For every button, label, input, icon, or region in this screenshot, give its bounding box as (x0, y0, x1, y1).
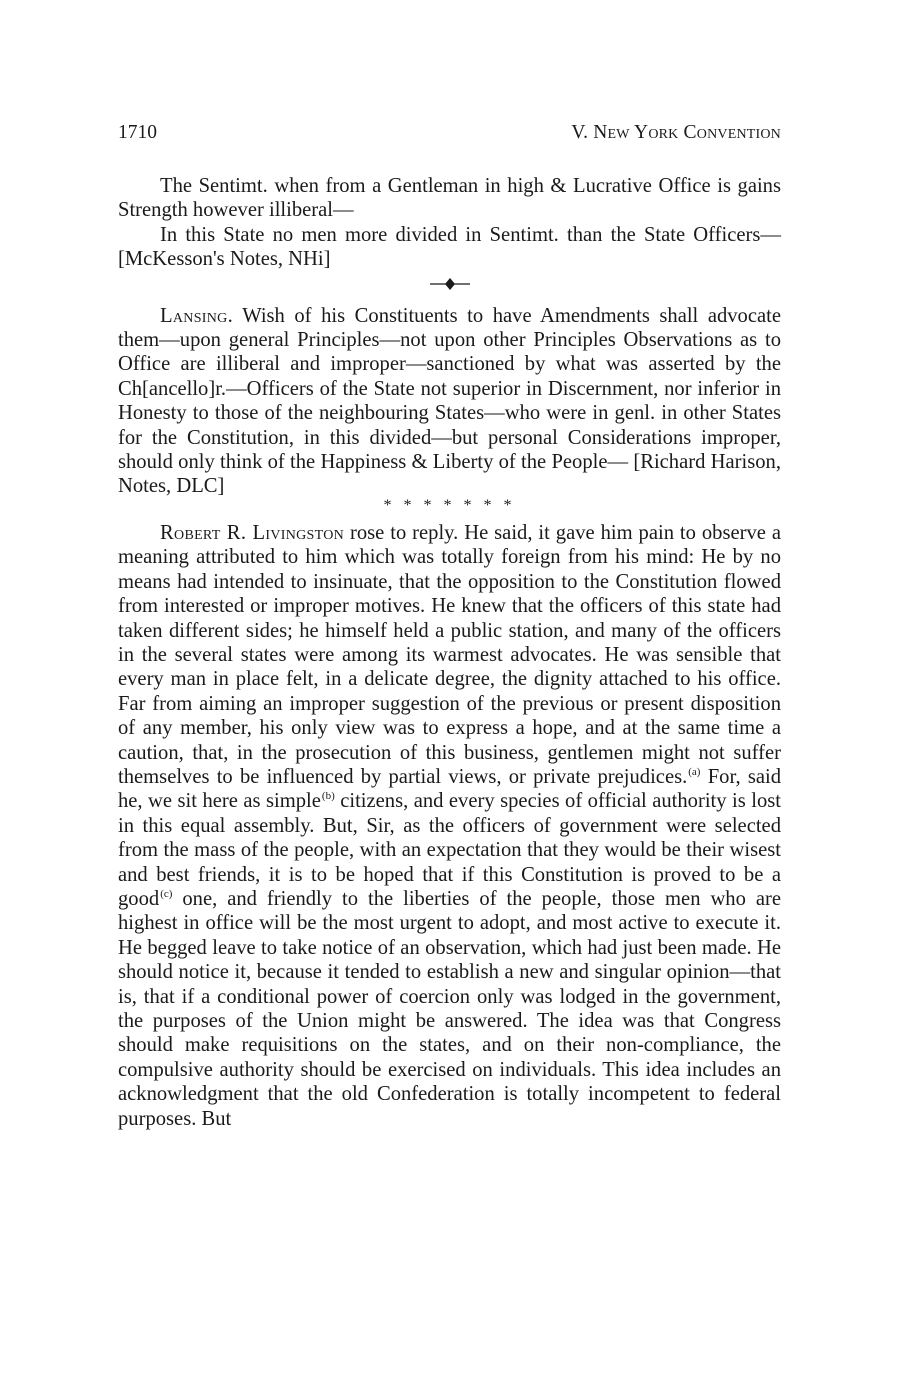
livingston-paragraph (118, 521, 781, 1131)
footnote-marker-a: (a) (688, 765, 701, 778)
speaker-lansing: Lansing. (160, 304, 234, 327)
asterisk-separator: * * * * * * * (383, 496, 516, 514)
diamond-rule-ornament-icon (410, 277, 490, 291)
livingston-text-4: one, and friendly to the liberties of the people, those men who are highest in office will be the most urgent to adopt, and most active to execute it. He begged leave to take notice of an observation, which had just been made. He should notice it, because it tended to establish a new and singular opinion—that is, that if a conditional power of coercion only was lodged in the government, the purposes of the Union might be answered. The idea was that Congress should make requisitions on the states, and on their non-compliance, the compulsive authority should be exercised on individuals. This idea includes an acknowledgment that the old Confederation is totally incompetent to federal purposes. But (118, 887, 781, 1130)
running-title: V. New York Convention (571, 122, 781, 143)
page-header (118, 122, 781, 152)
mckesson-paragraph-1: The Sentimt. when from a Gentleman in high & Lucrative Office is gains Strength however illiberal— (118, 175, 781, 222)
lansing-paragraph (118, 304, 781, 499)
section-divider (118, 273, 781, 295)
livingston-text-3: citizens, and every species of official authority is lost in this equal assembly. But, Sir, as the officers of government were selected from the mass of the people, with an expectation that they would be their wisest and best friends, it is to be hoped that if this Constitution is proved to be a good (118, 790, 781, 910)
page-number: 1710 (118, 122, 157, 143)
speaker-livingston: Robert R. Livingston (160, 521, 345, 544)
lansing-text: Wish of his Constituents to have Amendments shall advocate them—upon general Principles—not upon other Principles Observations as to Office are illiberal and improper—sanctioned by what was asserted by the Ch[ancello]r.—Officers of the State not superior in Discernment, nor inferior in Honesty to those of the neighbouring States—who were in genl. in other States for the Constitution, in this divided—but personal Considerations improper, should only think of the Happiness & Liberty of the People— [Richard Harison, Notes, DLC] (118, 304, 781, 498)
livingston-text-2: For, said he, we sit here as simple (118, 765, 782, 813)
mckesson-paragraph-2: In this State no men more divided in Sentimt. than the State Officers— [McKesson's Notes, NHi] (118, 223, 781, 271)
footnote-marker-b: (b) (321, 790, 335, 803)
footnote-marker-c: (c) (160, 887, 173, 900)
document-page (118, 122, 781, 1131)
livingston-text-1: rose to reply. He said, it gave him pain to observe a meaning attributed to him which was totally foreign from his mind: He by no means had intended to insinuate, that the opposition to the Constitution flowed from interested or improper motives. He knew that the officers of this state had taken different sides; he himself held a public station, and many of the officers in the several states were among its warmest advocates. He was sensible that every man in place felt, in a delicate degree, the dignity attached to his office. Far from aiming an improper suggestion of the previous or present disposition of any member, his only view was to express a hope, and at the same time a caution, that, in the prosecution of this business, gentlemen might not suffer themselves to be influenced by partial views, or private prejudices. (118, 521, 781, 788)
